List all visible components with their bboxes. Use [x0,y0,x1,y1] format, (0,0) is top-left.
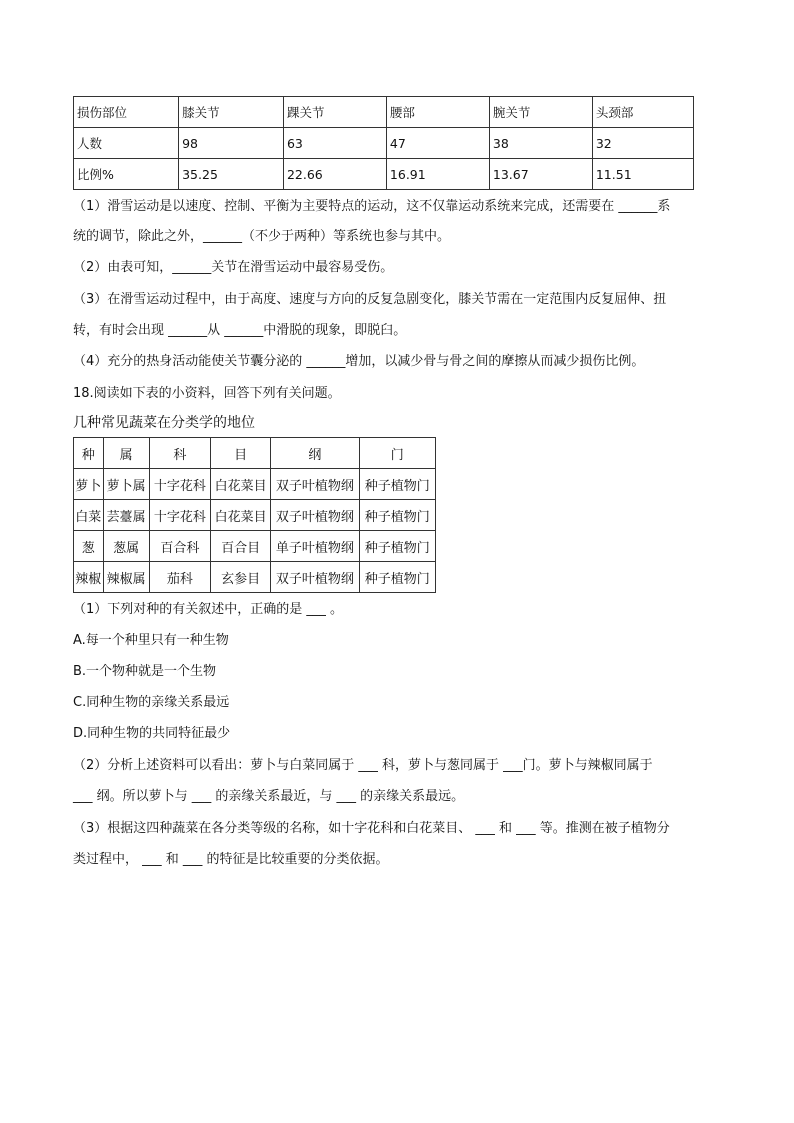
table-header-row [74,438,436,469]
q17-part2: （2）由表可知，______关节在滑雪运动中最容易受伤。 [73,260,394,275]
q18-part2-line1: （2）分析上述资料可以看出：萝卜与白菜同属于 ___ 科，萝卜与葱同属于 ___门。萝卜与辣椒同属于 [73,758,653,773]
table-cell: 葱 [74,531,104,562]
table-row [74,97,694,128]
table-cell: 种子植物门 [359,562,435,593]
table-cell: 种子植物门 [359,469,435,500]
table-cell: 辣椒属 [103,562,149,593]
table-cell: 人数 [74,128,179,159]
table-cell: 单子叶植物纲 [271,531,359,562]
option-b: B.一个物种就是一个生物 [73,664,217,679]
table-cell: 16.91 [386,159,489,190]
table-cell: 萝卜 [74,469,104,500]
q17-part3-line2: 转，有时会出现 ______从 ______中滑脱的现象，即脱臼。 [73,323,407,338]
table-cell: 38 [489,128,592,159]
q18-title: 18.阅读如下表的小资料，回答下列有关问题。 [73,386,341,401]
injury-table-body [74,97,694,190]
table-row [74,469,436,500]
table-cell: 11.51 [592,159,693,190]
table-cell: 63 [283,128,386,159]
vegetable-classification-table [73,437,436,593]
table-cell: 百合科 [149,531,211,562]
table-cell: 葱属 [103,531,149,562]
q18-part3-line2: 类过程中， ___ 和 ___ 的特征是比较重要的分类依据。 [73,852,389,867]
table-header-cell: 目 [211,438,271,469]
table-cell: 比例% [74,159,179,190]
q18-part3-line1: （3）根据这四种蔬菜在各分类等级的名称，如十字花科和白花菜目、 ___ 和 ___ 等。推测在被子植物分 [73,821,670,836]
table-cell: 47 [386,128,489,159]
table-row [74,531,436,562]
table-cell: 辣椒 [74,562,104,593]
table-header-cell: 门 [359,438,435,469]
table-cell: 双子叶植物纲 [271,500,359,531]
table-cell: 腕关节 [489,97,592,128]
table-cell: 白花菜目 [211,500,271,531]
table-cell: 35.25 [179,159,284,190]
table-cell: 茄科 [149,562,211,593]
q17-part3-line1: （3）在滑雪运动过程中，由于高度、速度与方向的反复急剧变化，膝关节需在一定范围内反复屈伸、扭 [73,292,667,307]
table-cell: 百合目 [211,531,271,562]
table-cell: 玄参目 [211,562,271,593]
table-cell: 13.67 [489,159,592,190]
table-header-cell: 种 [74,438,104,469]
table-header-cell: 纲 [271,438,359,469]
injury-table [73,96,694,190]
table-cell: 白菜 [74,500,104,531]
q17-part1-line2: 统的调节，除此之外，______（不少于两种）等系统也参与其中。 [73,229,451,244]
table-cell: 膝关节 [179,97,284,128]
table-header-cell: 科 [149,438,211,469]
q18-part2-line2: ___ 纲。所以萝卜与 ___ 的亲缘关系最近，与 ___ 的亲缘关系最远。 [73,789,465,804]
option-d: D.同种生物的共同特征最少 [73,726,231,741]
table-cell: 98 [179,128,284,159]
table-cell: 十字花科 [149,469,211,500]
table-cell: 白花菜目 [211,469,271,500]
table-cell: 踝关节 [283,97,386,128]
q17-part4: （4）充分的热身活动能使关节囊分泌的 ______增加，以减少骨与骨之间的摩擦从而减少损伤比例。 [73,354,645,369]
table-header-cell: 属 [103,438,149,469]
option-c: C.同种生物的亲缘关系最远 [73,695,230,710]
vegetable-table-body [74,469,436,593]
table-row [74,562,436,593]
table-row [74,500,436,531]
table-cell: 22.66 [283,159,386,190]
table-cell: 腰部 [386,97,489,128]
table-cell: 种子植物门 [359,500,435,531]
table-row [74,159,694,190]
table-cell: 萝卜属 [103,469,149,500]
option-a: A.每一个种里只有一种生物 [73,633,229,648]
table-cell: 头颈部 [592,97,693,128]
table-cell: 损伤部位 [74,97,179,128]
table-cell: 32 [592,128,693,159]
table-cell: 芸薹属 [103,500,149,531]
table-cell: 双子叶植物纲 [271,562,359,593]
table-cell: 种子植物门 [359,531,435,562]
q18-part1: （1）下列对种的有关叙述中，正确的是 ___ 。 [73,602,344,617]
q17-part1-line1: （1）滑雪运动是以速度、控制、平衡为主要特点的运动，这不仅靠运动系统来完成，还需要在 ______系 [73,199,671,214]
table-row [74,128,694,159]
q18-table-caption: 几种常见蔬菜在分类学的地位 [73,415,255,431]
table-cell: 双子叶植物纲 [271,469,359,500]
table-cell: 十字花科 [149,500,211,531]
